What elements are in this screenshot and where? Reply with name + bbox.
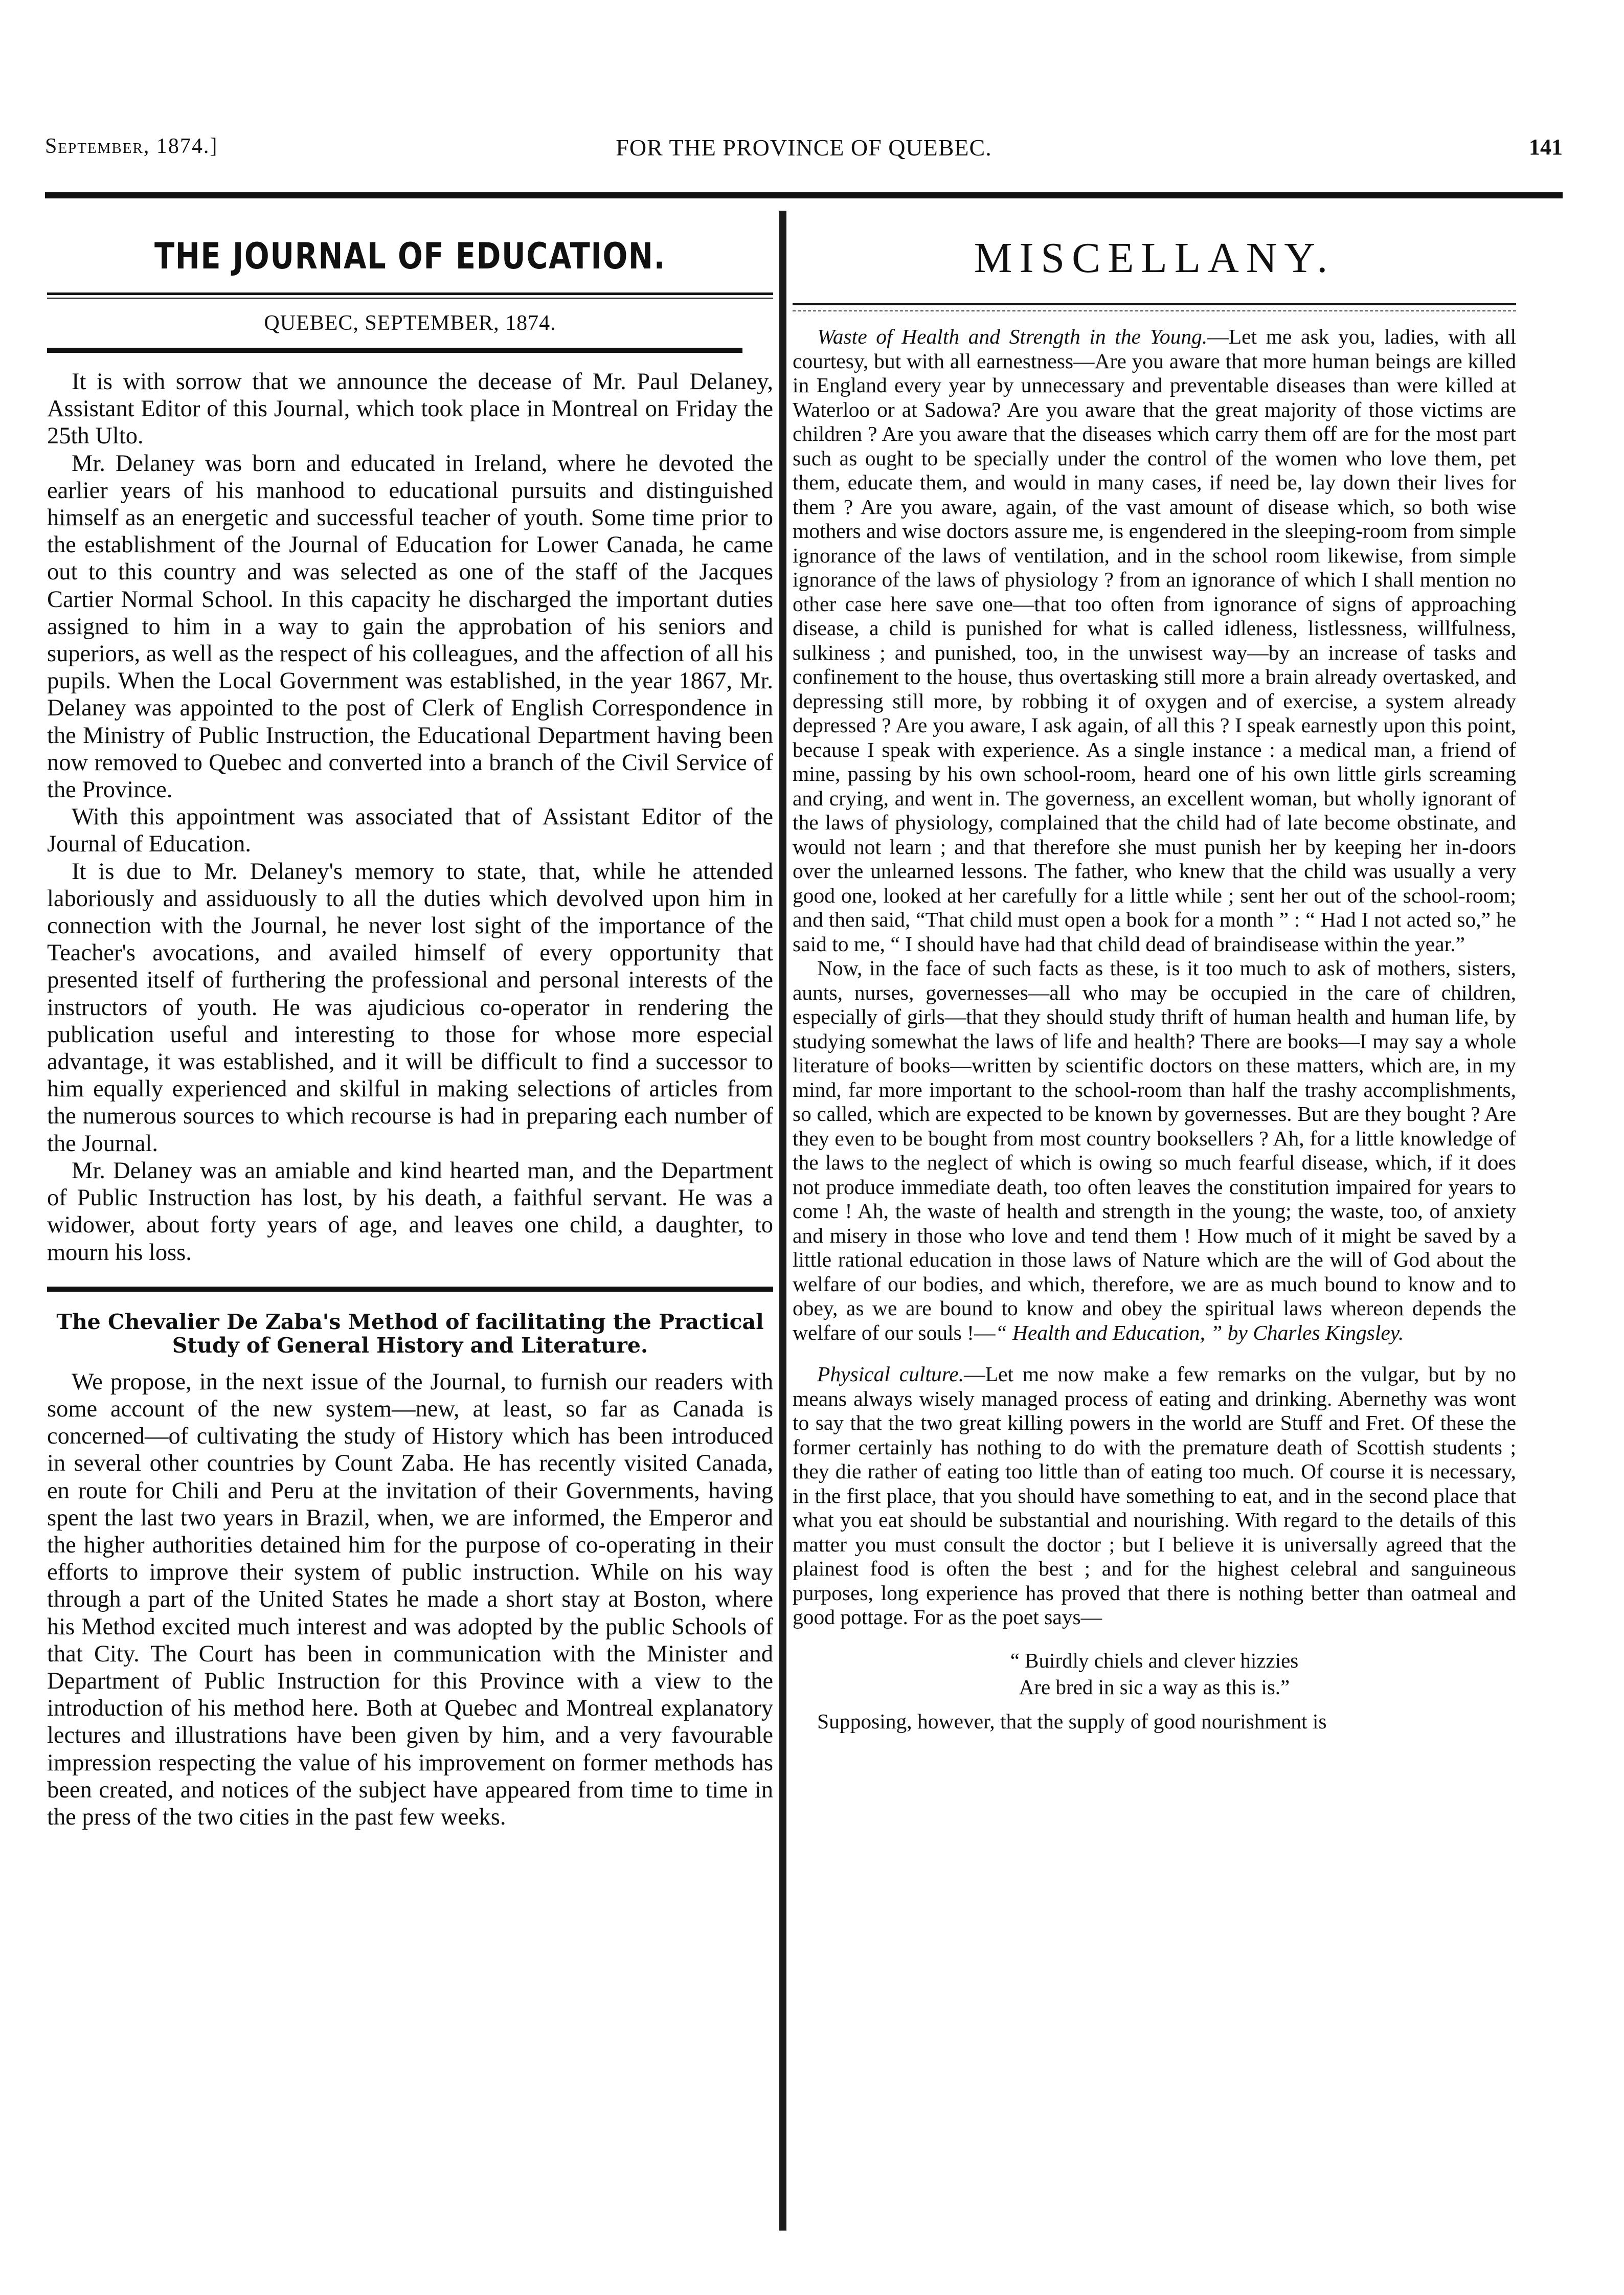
right-column [793,215,1516,1734]
running-header [45,134,1563,170]
miscellany-rule-thin [793,310,1516,311]
poem-quote [793,1647,1516,1700]
section-heading: The Chevalier De Zaba's Method of facilitating the Practical Study of General History and Literature. [56,1309,764,1358]
article-lead: Waste of Health and Strength in the Young. [817,325,1208,348]
poem-line: “ Buirdly chiels and clever hizzies [1010,1648,1299,1672]
dateline-rule [47,348,742,353]
health-paragraph [793,325,1516,956]
zaba-paragraph: We propose, in the next issue of the Journal, to furnish our readers with some account of the new system—new, at least, so far as Canada is concerned—of cultivating the study of History which has been introduced in several other countries by Count Zaba. He has recently visited Canada, en route for Chili and Peru at the invitation of their Governments, having spent the last two years in Brazil, when, we are informed, the Emperor and the higher authorities detained him for the purpose of co-operating in their efforts to improve their system of public instruction. While on his way through a part of the United States he made a short stay at Boston, where his Method excited much interest and was adopted by the public Schools of that City. The Court has been in communication with the Minister and Department of Public Instruction for this Province with a view to the introduction of his method here. Both at Quebec and Montreal explanatory lectures and illustrations have been given by him, and a very favourable impression respecting the value of his improvement on former methods has been created, and notices of the subject have appeared from time to time in the press of the two cities in the past few weeks. [47,1368,773,1830]
obituary-paragraph: Mr. Delaney was an amiable and kind hearted man, and the Department of Public Instruction has lost, by his death, a faithful servant. He was a widower, about forty years of age, and leaves one child, a daughter, to mourn his loss. [47,1157,773,1266]
health-paragraph-text: —Let me ask you, ladies, with all courtesy, but with all earnestness—Are you aware that more human beings are killed in England every year by unnecessary and preventable diseases than were killed at Waterloo or at Sadowa? Are you aware that the great majority of those victims are children ? Are you aware that the diseases which carry them off are for the most part such as ought to be specially under the control of the women who love them, pet them, educate them, and would in many cases, if need be, lay down their lives for them ? Are you aware, again, of the vast amount of disease which, so both wise mothers and wise doctors assure me, is engendered in the sleeping-room from simple ignorance of the laws of ventilation, and in the school room likewise, from simple ignorance of the laws of physiology ? from an ignorance of which I shall mention no other case here save one—that too often from ignorance of signs of approaching disease, a child is punished for what is called idleness, listlessness, willfulness, sulkiness ; and punished, too, in the unwisest way—by an increase of tasks and confinement to the house, thus overtasking still more a brain already overtasked, and depressing still more, by robbing it of oxygen and of exercise, a system already depressed ? Are you aware, I ask again, of all this ? I speak earnestly upon this point, because I speak with experience. As a single instance : a medical man, a friend of mine, passing by his own school-room, heard one of his own little girls screaming and crying, and went in. The governess, an excellent woman, but wholly ignorant of the laws of physiology, complained that the child had of late become obstinate, and would not learn ; and that therefore she must punish her by keeping her in-doors over the unlearned lessons. The father, who knew that the child was usually a very good one, looked at her carefully for a little while ; sent her out of the school-room; and then said, “That child must open a book for a month ” : “ Had I not acted so,” he said to me, “ I should have had that child dead of braindisease within the year.” [793,325,1516,956]
title-rule [47,292,773,299]
culture-closing-paragraph: Supposing, however, that the supply of good nourishment is [817,1709,1327,1733]
culture-paragraph-text: —Let me now make a few remarks on the vulgar, but by no means always wisely managed process of eating and drinking. Abernethy was wont to say that the two great killing powers in the world are Stuff and Fret. Of these the former certainly has nothing to do with the premature death of Scottish students ; they die rather of eating too little than of eating too much. Of course it is necessary, in the first place, that you should have something to eat, and in the second place that what you eat should be substantial and nourishing. With regard to the details of this matter you must consult the doctor ; but I believe it is universally agreed that the plainest food is often the best ; and for the highest celebral and sanguineous purposes, long experience has proved that there is nothing better than oatmeal and good pottage. For as the poet says— [793,1362,1516,1629]
health-article [793,325,1516,1345]
page-number: 141 [1529,134,1563,160]
header-date: September, 1874.] [45,134,218,158]
culture-paragraph [793,1362,1516,1630]
obituary-paragraph: It is with sorrow that we announce the decease of Mr. Paul Delaney, Assistant Editor of this Journal, which took place in Montreal on Friday the 25th Ulto. [47,369,773,449]
zaba-article [47,1368,773,1831]
dateline: QUEBEC, SEPTEMBER, 1874. [264,311,556,335]
header-publication-line: FOR THE PROVINCE OF QUEBEC. [616,134,992,161]
article-attribution: “ Health and Education, ” by Charles Kingsley. [995,1320,1404,1344]
article-gap [793,1345,1516,1362]
obituary-paragraph: With this appointment was associated that of Assistant Editor of the Journal of Education. [47,804,773,858]
miscellany-title: MISCELLANY. [974,234,1335,282]
poem-line: Are bred in sic a way as this is.” [1019,1675,1290,1699]
column-divider [779,211,786,2231]
culture-article [793,1362,1516,1734]
left-column [47,215,773,1831]
health-paragraph [793,956,1516,1345]
obituary-paragraph: It is due to Mr. Delaney's memory to state, that, while he attended laboriously and assiduously to all the duties which devolved upon him in connection with the Journal, he never lost sight of the importance of the Teacher's avocations, and availed himself of every opportunity that presented itself of furthering the professional and personal interests of the instructors of youth. He was ajudicious co-operator in rendering the publication useful and interesting to those for whose more especial advantage, it was established, and it will be difficult to find a successor to him equally experienced and skilful in making selections of articles from the numerous sources to which recourse is had in preparing each number of the Journal. [47,858,773,1157]
section-rule [47,1287,773,1292]
article-lead: Physical culture. [817,1362,964,1386]
journal-title: THE JOURNAL OF EDUCATION. [154,235,666,277]
health-paragraph-text: Now, in the face of such facts as these, is it too much to ask of mothers, sisters, aunts, nurses, governesses—all who may be occupied in the care of children, especially of girls—that they should study thrift of human health and human life, by studying somewhat the laws of life and health? There are books—I may say a whole literature of books—written by scientific doctors on these matters, which are, in my mind, far more important to the school-room than half the trashy accomplishments, so called, which are expected to be known by governesses. But are they bought ? Are they even to be bought from most country booksellers ? Ah, for a little knowledge of the laws to the neglect of which is owing so much fearful disease, which, if it does not produce immediate death, too often leaves the constitution impaired for years to come ! Ah, the waste of health and strength in the young; the waste, too, of anxiety and misery in those who love and tend them ! How much of it might be saved by a little rational education in those laws of Nature which are the will of God about the welfare of our bodies, and which, therefore, we are as much bound to know and to obey, as we are bound to know and obey the spiritual laws whereon depends the welfare of our souls !— [793,956,1516,1344]
miscellany-rule [793,303,1516,305]
obituary-article [47,368,773,1266]
obituary-paragraph: Mr. Delaney was born and educated in Ireland, where he devoted the earlier years of his manhood to educational pursuits and distinguished himself as an energetic and successful teacher of youth. Some time prior to the establishment of the Journal of Education for Lower Canada, he came out to this country and was selected as one of the staff of the Jacques Cartier Normal School. In this capacity he discharged the important duties assigned to him in a way to gain the approbation of his seniors and superiors, as well as the respect of his colleagues, and the affection of all his pupils. When the Local Government was established, in the year 1867, Mr. Delaney was appointed to the post of Clerk of English Correspondence in the Ministry of Public Instruction, the Educational Department having been now removed to Quebec and converted into a branch of the Civil Service of the Province. [47,450,773,803]
header-rule [45,192,1563,198]
